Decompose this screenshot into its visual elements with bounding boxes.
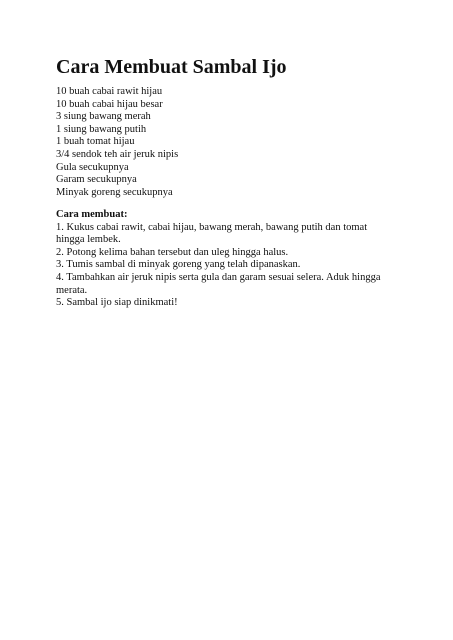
ingredient-item: 1 siung bawang putih <box>56 123 147 135</box>
step-item: 1. Kukus cabai rawit, cabai hijau, bawang merah, bawang putih dan tomat hingga lembek. <box>56 221 368 246</box>
step-item: 5. Sambal ijo siap dinikmati! <box>56 297 178 309</box>
ingredient-item: 10 buah cabai hijau besar <box>56 98 163 110</box>
ingredient-item: 3/4 sendok teh air jeruk nipis <box>56 148 179 160</box>
steps-section <box>56 209 396 310</box>
document-title: Cara Membuat Sambal Ijo <box>56 56 287 78</box>
step-item: 4. Tambahkan air jeruk nipis serta gula dan garam sesuai selera. Aduk hingga merata. <box>56 271 381 296</box>
ingredient-item: 3 siung bawang merah <box>56 111 151 123</box>
step-item: 3. Tumis sambal di minyak goreng yang telah dipanaskan. <box>56 259 301 271</box>
ingredient-list <box>56 86 178 199</box>
step-item: 2. Potong kelima bahan tersebut dan uleg hingga halus. <box>56 246 289 258</box>
ingredient-item: Garam secukupnya <box>56 174 137 186</box>
ingredient-item: Gula secukupnya <box>56 161 129 173</box>
steps-list <box>56 222 396 310</box>
ingredient-item: 1 buah tomat hijau <box>56 136 135 148</box>
steps-heading: Cara membuat: <box>56 209 128 220</box>
ingredient-item: 10 buah cabai rawit hijau <box>56 86 163 97</box>
ingredient-item: Minyak goreng secukupnya <box>56 186 173 198</box>
